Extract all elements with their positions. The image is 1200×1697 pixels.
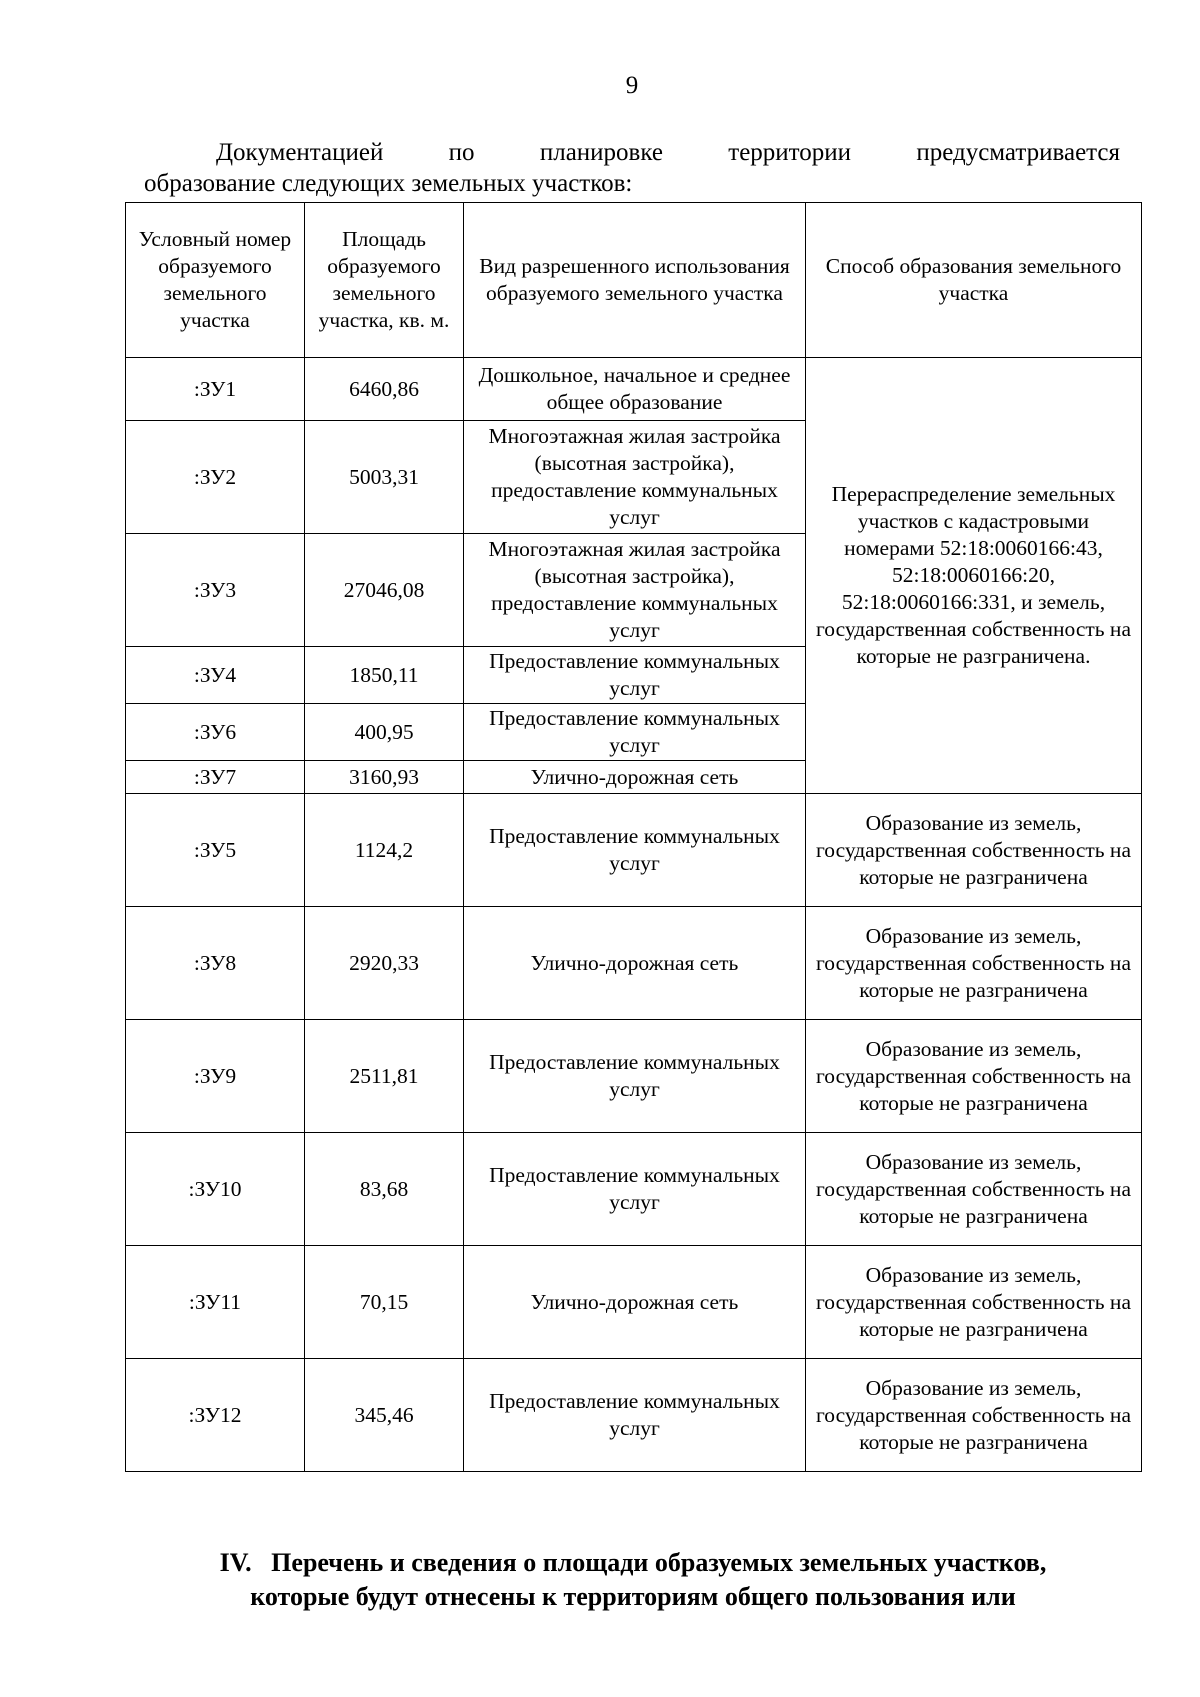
parcel-use: Улично-дорожная сеть — [464, 907, 806, 1020]
parcel-number: :ЗУ2 — [126, 421, 305, 534]
parcel-number: :ЗУ12 — [126, 1359, 305, 1472]
parcel-number: :ЗУ6 — [126, 704, 305, 761]
parcel-use: Предоставление коммунальных услуг — [464, 704, 806, 761]
parcel-area: 2920,33 — [305, 907, 464, 1020]
parcel-area: 3160,93 — [305, 761, 464, 794]
land-parcels-table — [125, 202, 1142, 1472]
parcel-method: Образование из земель, государственная собственность на которые не разграничена — [806, 1246, 1142, 1359]
header-area: Площадь образуемого земельного участка, кв. м. — [305, 203, 464, 358]
parcel-number: :ЗУ9 — [126, 1020, 305, 1133]
table-row — [126, 358, 1142, 421]
intro-line-2: образование следующих земельных участков: — [144, 170, 633, 197]
parcel-area: 2511,81 — [305, 1020, 464, 1133]
page-number: 9 — [625, 72, 639, 99]
parcel-number: :ЗУ5 — [126, 794, 305, 907]
parcel-area: 27046,08 — [305, 534, 464, 647]
parcel-area: 400,95 — [305, 704, 464, 761]
table-row — [126, 1020, 1142, 1133]
intro-paragraph — [144, 137, 1120, 199]
parcel-method: Образование из земель, государственная собственность на которые не разграничена — [806, 907, 1142, 1020]
parcel-method: Образование из земель, государственная собственность на которые не разграничена — [806, 794, 1142, 907]
parcel-method: Образование из земель, государственная собственность на которые не разграничена — [806, 1359, 1142, 1472]
parcel-area: 1124,2 — [305, 794, 464, 907]
parcel-area: 345,46 — [305, 1359, 464, 1472]
parcel-number: :ЗУ4 — [126, 647, 305, 704]
parcel-area: 5003,31 — [305, 421, 464, 534]
table-row — [126, 907, 1142, 1020]
table-header-row — [126, 203, 1142, 358]
parcel-number: :ЗУ1 — [126, 358, 305, 421]
parcel-use: Улично-дорожная сеть — [464, 761, 806, 794]
table-row — [126, 794, 1142, 907]
table-row — [126, 1359, 1142, 1472]
parcel-use: Предоставление коммунальных услуг — [464, 794, 806, 907]
parcel-use: Дошкольное, начальное и среднее общее образование — [464, 358, 806, 421]
parcel-method-redistribution: Перераспределение земельных участков с кадастровыми номерами 52:18:0060166:43, 52:18:0060166:20, 52:18:0060166:331, и земель, государственная собственность на которые не разграничена. — [806, 358, 1142, 794]
parcel-use: Предоставление коммунальных услуг — [464, 1020, 806, 1133]
parcel-area: 70,15 — [305, 1246, 464, 1359]
parcel-use: Предоставление коммунальных услуг — [464, 1133, 806, 1246]
header-formation-method: Способ образования земельного участка — [806, 203, 1142, 358]
parcel-number: :ЗУ10 — [126, 1133, 305, 1246]
parcel-number: :ЗУ7 — [126, 761, 305, 794]
parcel-method: Образование из земель, государственная собственность на которые не разграничена — [806, 1020, 1142, 1133]
parcel-number: :ЗУ3 — [126, 534, 305, 647]
section-heading — [125, 1546, 1141, 1614]
parcel-use: Многоэтажная жилая застройка (высотная застройка), предоставление коммунальных услуг — [464, 421, 806, 534]
header-parcel-number: Условный номер образуемого земельного участка — [126, 203, 305, 358]
parcel-number: :ЗУ8 — [126, 907, 305, 1020]
section-heading-line-2: которые будут отнесены к территориям общего пользования или — [250, 1582, 1016, 1611]
table-row — [126, 1246, 1142, 1359]
parcel-use: Предоставление коммунальных услуг — [464, 647, 806, 704]
parcel-use: Предоставление коммунальных услуг — [464, 1359, 806, 1472]
parcel-area: 1850,11 — [305, 647, 464, 704]
intro-line-1: Документацией по планировке территории предусматривается — [216, 139, 1120, 166]
parcel-use: Многоэтажная жилая застройка (высотная застройка), предоставление коммунальных услуг — [464, 534, 806, 647]
parcel-method: Образование из земель, государственная собственность на которые не разграничена — [806, 1133, 1142, 1246]
header-permitted-use: Вид разрешенного использования образуемого земельного участка — [464, 203, 806, 358]
parcel-area: 83,68 — [305, 1133, 464, 1246]
parcel-use: Улично-дорожная сеть — [464, 1246, 806, 1359]
parcel-area: 6460,86 — [305, 358, 464, 421]
table-row — [126, 1133, 1142, 1246]
parcel-number: :ЗУ11 — [126, 1246, 305, 1359]
section-heading-line-1: IV. Перечень и сведения о площади образуемых земельных участков, — [219, 1548, 1047, 1577]
